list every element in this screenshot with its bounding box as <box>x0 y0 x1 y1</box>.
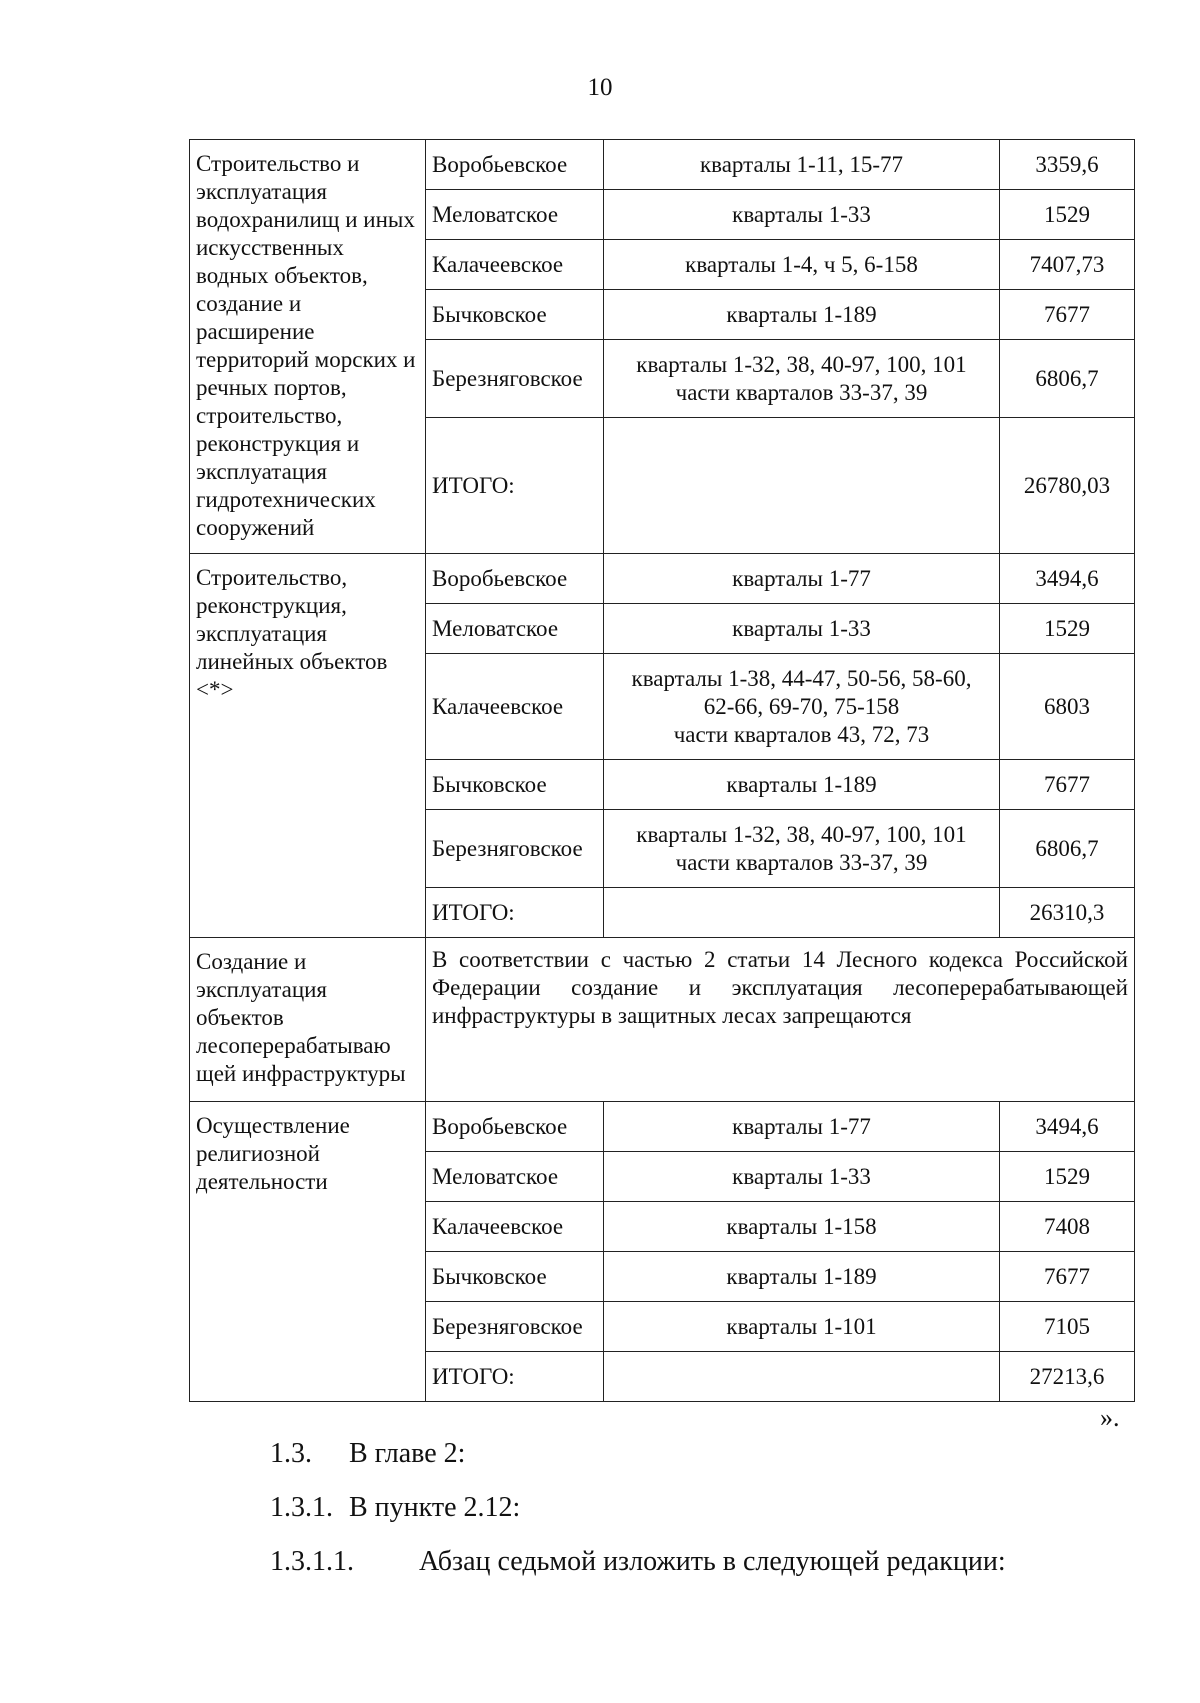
quarters-line: 62-66, 69-70, 75-158 <box>703 693 900 719</box>
paragraph-number: 1.3. <box>270 1438 312 1469</box>
activity-cell: Осуществление религиозной деятельности <box>190 1102 426 1402</box>
paragraph-number: 1.3.1. <box>270 1492 333 1523</box>
quarters-line: части кварталов 43, 72, 73 <box>673 721 930 747</box>
quarters-line: кварталы 1-38, 44-47, 50-56, 58-60, <box>631 665 972 691</box>
quarters-cell: кварталы 1-77 <box>604 554 1000 604</box>
forestry-cell: Меловатское <box>426 1152 604 1202</box>
forestry-cell: Воробьевское <box>426 554 604 604</box>
paragraph-text: В пункте 2.12: <box>349 1492 521 1523</box>
forestry-cell: Меловатское <box>426 190 604 240</box>
paragraph-1-3 <box>270 1438 465 1470</box>
activity-cell: Строительство, реконструкция, эксплуатация линейных объектов <*> <box>190 554 426 938</box>
area-cell: 6806,7 <box>1000 810 1135 888</box>
total-cell: 26310,3 <box>1000 888 1135 938</box>
forestry-cell: Воробьевское <box>426 1102 604 1152</box>
total-cell: 26780,03 <box>1000 418 1135 554</box>
area-cell: 1529 <box>1000 190 1135 240</box>
closing-quote: ». <box>1100 1403 1120 1432</box>
forestry-cell: Калачеевское <box>426 654 604 760</box>
table-row <box>190 938 1135 1102</box>
area-cell: 7677 <box>1000 760 1135 810</box>
area-cell: 7105 <box>1000 1302 1135 1352</box>
forestry-cell: Березняговское <box>426 1302 604 1352</box>
note-cell: В соответствии с частью 2 статьи 14 Лесного кодекса Российской Федерации создание и эксплуатация лесоперерабатывающей инфраструктуры в защитных лесах запрещаются <box>426 938 1135 1102</box>
empty-cell <box>604 418 1000 554</box>
area-cell: 3494,6 <box>1000 1102 1135 1152</box>
area-cell: 7407,73 <box>1000 240 1135 290</box>
forestry-cell: Березняговское <box>426 810 604 888</box>
paragraph-text: Абзац седьмой изложить в следующей редакции: <box>419 1546 1006 1577</box>
paragraph-text: В главе 2: <box>349 1438 466 1469</box>
empty-cell <box>604 888 1000 938</box>
total-label-cell: ИТОГО: <box>426 888 604 938</box>
table-row <box>190 1102 1135 1152</box>
forestry-cell: Березняговское <box>426 340 604 418</box>
quarters-cell: кварталы 1-4, ч 5, 6-158 <box>604 240 1000 290</box>
area-cell: 3494,6 <box>1000 554 1135 604</box>
table-row <box>190 554 1135 604</box>
total-cell: 27213,6 <box>1000 1352 1135 1402</box>
area-cell: 7677 <box>1000 1252 1135 1302</box>
quarters-line: кварталы 1-32, 38, 40-97, 100, 101 <box>636 821 967 847</box>
paragraph-1-3-1 <box>270 1492 520 1524</box>
activity-cell: Создание и эксплуатация объектов лесоперерабатываю щей инфраструктуры <box>190 938 426 1102</box>
quarters-cell: кварталы 1-11, 15-77 <box>604 140 1000 190</box>
paragraph-1-3-1-1 <box>270 1546 1006 1578</box>
forestry-cell: Бычковское <box>426 290 604 340</box>
area-cell: 7408 <box>1000 1202 1135 1252</box>
quarters-cell: кварталы 1-101 <box>604 1302 1000 1352</box>
total-label-cell: ИТОГО: <box>426 1352 604 1402</box>
area-cell: 3359,6 <box>1000 140 1135 190</box>
forest-use-table <box>189 139 1135 1402</box>
quarters-cell <box>604 340 1000 418</box>
forestry-cell: Бычковское <box>426 760 604 810</box>
quarters-line: части кварталов 33-37, 39 <box>675 849 928 875</box>
empty-cell <box>604 1352 1000 1402</box>
quarters-cell: кварталы 1-33 <box>604 1152 1000 1202</box>
quarters-cell <box>604 810 1000 888</box>
area-cell: 1529 <box>1000 1152 1135 1202</box>
paragraph-number: 1.3.1.1. <box>270 1546 354 1577</box>
forestry-cell: Воробьевское <box>426 140 604 190</box>
quarters-cell: кварталы 1-158 <box>604 1202 1000 1252</box>
table-row <box>190 140 1135 190</box>
quarters-cell: кварталы 1-77 <box>604 1102 1000 1152</box>
forestry-cell: Калачеевское <box>426 1202 604 1252</box>
quarters-line: части кварталов 33-37, 39 <box>675 379 928 405</box>
forestry-cell: Меловатское <box>426 604 604 654</box>
quarters-cell: кварталы 1-33 <box>604 190 1000 240</box>
quarters-cell: кварталы 1-189 <box>604 760 1000 810</box>
area-cell: 1529 <box>1000 604 1135 654</box>
area-cell: 6803 <box>1000 654 1135 760</box>
quarters-cell <box>604 654 1000 760</box>
total-label-cell: ИТОГО: <box>426 418 604 554</box>
quarters-cell: кварталы 1-33 <box>604 604 1000 654</box>
quarters-line: кварталы 1-32, 38, 40-97, 100, 101 <box>636 351 967 377</box>
area-cell: 6806,7 <box>1000 340 1135 418</box>
forestry-cell: Бычковское <box>426 1252 604 1302</box>
quarters-cell: кварталы 1-189 <box>604 290 1000 340</box>
quarters-cell: кварталы 1-189 <box>604 1252 1000 1302</box>
activity-cell: Строительство и эксплуатация водохранилищ и иных искусственных водных объектов, создание и расширение территорий морских и речных портов, строительство, реконструкция и эксплуатация гидротехнических сооружений <box>190 140 426 554</box>
forestry-cell: Калачеевское <box>426 240 604 290</box>
area-cell: 7677 <box>1000 290 1135 340</box>
page-number: 10 <box>587 74 613 101</box>
